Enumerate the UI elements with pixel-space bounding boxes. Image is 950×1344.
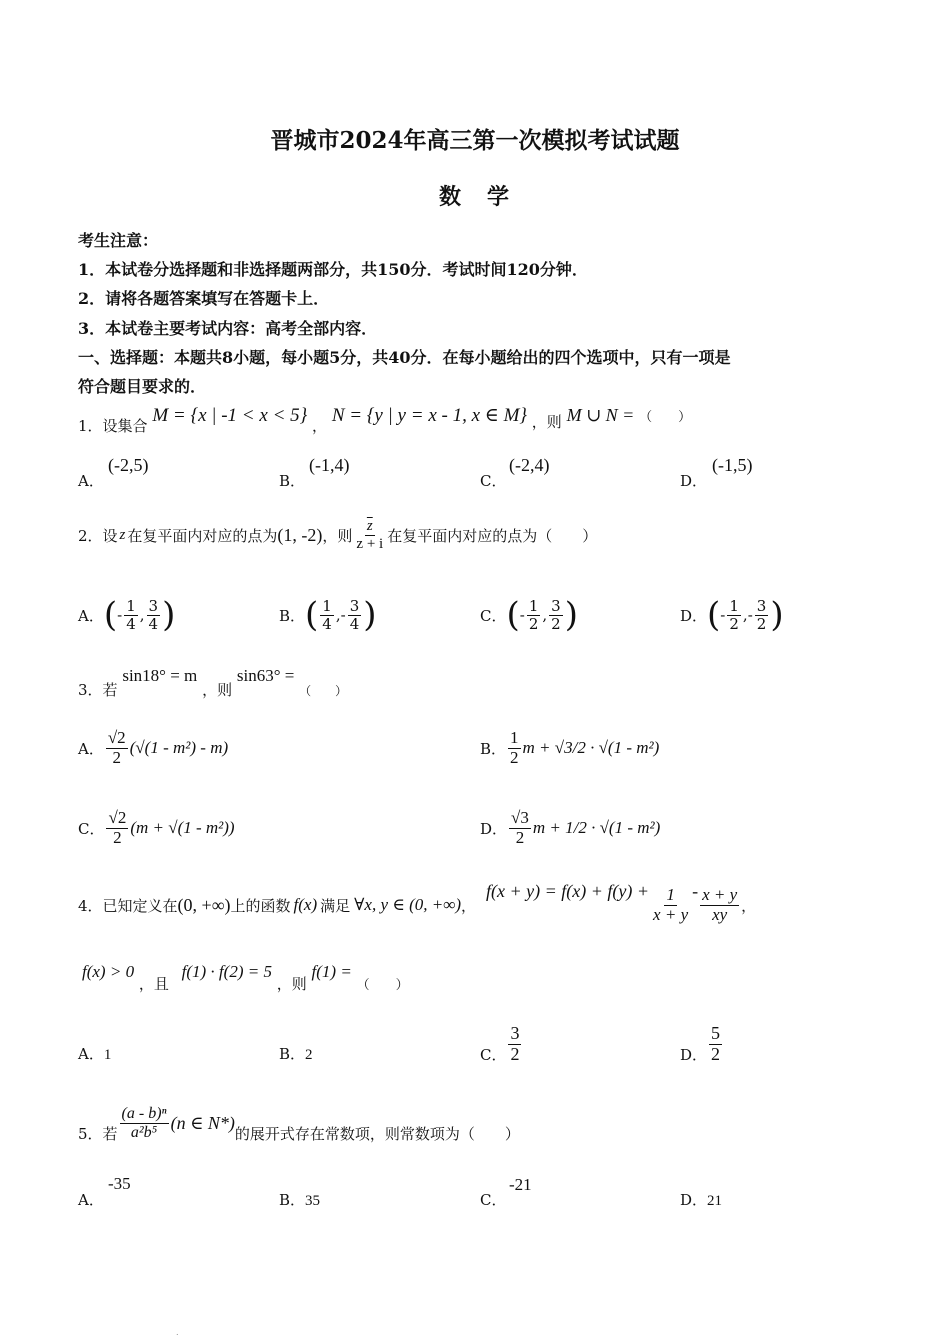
fraction	[348, 598, 362, 632]
q3-expr: sin63° =	[236, 666, 295, 685]
option-label: C．	[480, 1191, 507, 1209]
note-item-2: 2．请将各题答案填写在答题卡上．	[78, 289, 330, 308]
sign: -	[747, 606, 753, 624]
q3-option-c[interactable]	[78, 800, 235, 856]
fraction	[320, 598, 334, 632]
q2-z: z	[119, 526, 126, 543]
sign: -	[720, 606, 726, 624]
q4-domain: (0, +∞)	[177, 894, 231, 915]
q4-eq-left: f(x + y) = f(x) + f(y) +	[486, 880, 650, 901]
q2-frac-den: z + i	[356, 535, 384, 552]
option-label: C．	[480, 606, 507, 625]
fraction	[755, 598, 769, 632]
question-5	[78, 1096, 520, 1150]
q1-set-m: M = {x | -1 < x < 5}	[152, 405, 308, 426]
q1-comma: ，	[312, 417, 328, 435]
option-label: D．	[680, 1045, 708, 1064]
den: xy	[712, 904, 728, 924]
q5-option-a-value: -35	[108, 1174, 131, 1193]
q4-frac1	[651, 886, 690, 924]
q1-option-d[interactable]	[680, 470, 707, 491]
den: 2	[528, 614, 539, 633]
fraction	[508, 729, 521, 767]
q4-eq-end: ，	[741, 896, 757, 915]
q1-then: ，则	[531, 413, 562, 431]
q1-expr: M ∪ N =	[566, 405, 635, 425]
q2-option-d[interactable]	[680, 590, 784, 640]
paren-open: (	[506, 595, 520, 635]
q3-then: ，则	[202, 681, 233, 699]
den: 4	[322, 614, 332, 633]
paren-close: )	[564, 595, 578, 635]
option-label: C．	[480, 472, 507, 490]
den: 2	[756, 614, 767, 633]
question-1	[78, 404, 691, 436]
fraction	[549, 598, 563, 632]
question-2	[78, 510, 597, 560]
q4-paren: （ ）	[356, 978, 409, 993]
den: 4	[148, 614, 159, 633]
num: 1	[322, 597, 332, 615]
q4-mid: 上的函数	[230, 896, 291, 915]
option-label: A．	[78, 606, 104, 625]
fraction	[106, 809, 128, 847]
q5-option-c-value: -21	[509, 1175, 532, 1194]
fraction	[124, 598, 138, 632]
q4-line2-a: f(x) > 0	[82, 962, 135, 981]
num: 3	[551, 597, 561, 615]
fraction	[727, 598, 741, 632]
q2-frac-num: $\overline{z}$	[366, 518, 373, 534]
q4-option-b[interactable]	[279, 1043, 313, 1064]
option-body: (m + √(1 - m²))	[130, 818, 235, 837]
paren-close: )	[770, 595, 784, 635]
q2-option-c[interactable]	[480, 590, 578, 640]
option-label: B．	[480, 739, 507, 758]
comma: ,	[139, 606, 145, 624]
option-label: A．	[78, 472, 104, 490]
q1-option-a-value: (-2,5)	[108, 455, 149, 475]
option-value: 35	[305, 1193, 321, 1209]
option-label: A．	[78, 1045, 104, 1063]
q4-option-a[interactable]	[78, 1043, 111, 1064]
den: 2	[113, 827, 122, 847]
option-label: D．	[680, 472, 708, 490]
option-value: 21	[707, 1193, 723, 1209]
den: a²b⁵	[130, 1123, 158, 1141]
option-value: 1	[103, 1047, 112, 1063]
q4-prefix: 4．已知定义在	[78, 896, 178, 915]
q5-option-a[interactable]	[78, 1189, 104, 1210]
section-heading-line2: 符合题目要求的．	[78, 377, 207, 396]
q5-fraction	[120, 1105, 169, 1141]
q3-option-a[interactable]	[78, 720, 228, 776]
num: √3	[511, 807, 529, 827]
fraction	[509, 809, 531, 847]
q2-tail: 在复平面内对应的点为（ ）	[387, 526, 598, 545]
q3-option-b[interactable]	[480, 720, 659, 776]
num: 3	[349, 597, 360, 615]
q2-point: (1, -2)	[277, 524, 323, 545]
q1-paren: （ ）	[639, 410, 692, 425]
q1-set-n: N = {y | y = x - 1, x ∈ M}	[331, 405, 527, 426]
option-body: (√(1 - m²) - m)	[129, 738, 229, 757]
option-label: B．	[279, 1045, 306, 1063]
q4-frac2	[700, 886, 739, 924]
q4-f: f(x)	[293, 895, 318, 914]
paren-open: (	[707, 595, 721, 635]
q3-cond: sin18° = m	[122, 666, 198, 685]
option-label: A．	[78, 1191, 104, 1209]
q5-tail: 的展开式存在常数项，则常数项为（ ）	[234, 1124, 520, 1143]
fraction	[527, 598, 541, 632]
fraction	[147, 598, 161, 632]
q5-option-c[interactable]	[480, 1189, 506, 1210]
den: 2	[729, 614, 739, 633]
q1-option-b[interactable]	[279, 470, 305, 491]
comma: ,	[542, 606, 548, 624]
den: 2	[515, 827, 525, 847]
option-label: D．	[680, 606, 708, 625]
fraction	[508, 1024, 521, 1065]
question-4	[78, 878, 756, 932]
den: 2	[551, 614, 561, 633]
num: 1	[528, 597, 539, 615]
q1-prefix: 1．设集合	[78, 417, 148, 435]
q1-option-b-value: (-1,4)	[309, 455, 350, 475]
sign: -	[519, 606, 525, 624]
den: x + y	[653, 904, 689, 924]
den: 2	[112, 747, 122, 767]
paren-open: (	[305, 595, 319, 635]
q1-option-c[interactable]	[480, 470, 506, 491]
q5-option-d[interactable]	[680, 1189, 722, 1210]
q5-prefix: 5．若	[78, 1124, 118, 1143]
num: 1	[729, 597, 739, 615]
q2-option-a[interactable]	[78, 590, 175, 640]
q4-option-d[interactable]	[680, 1016, 724, 1072]
note-item-1: 1．本试卷分选择题和非选择题两部分，共150分．考试时间120分钟．	[78, 260, 588, 279]
option-label: D．	[480, 819, 508, 838]
fraction	[709, 1024, 722, 1065]
q3-prefix: 3．若	[78, 681, 118, 699]
num: 3	[510, 1022, 520, 1043]
q4-line2-b: ，且	[138, 975, 169, 993]
footer-mark: .	[176, 1328, 179, 1337]
option-label: D．	[680, 1191, 708, 1209]
q4-line2-e: f(1) =	[311, 962, 352, 981]
q1-option-c-value: (-2,4)	[509, 455, 550, 475]
fraction	[106, 729, 128, 767]
subject-title: 数 学	[438, 184, 511, 210]
q4-line2-d: ，则	[276, 975, 307, 993]
option-body: m + 1/2 · √(1 - m²)	[532, 818, 661, 837]
option-label: B．	[279, 606, 306, 625]
den: 4	[126, 614, 136, 633]
q4-line2-c: f(1) · f(2) = 5	[181, 962, 272, 981]
q5-option-b[interactable]	[279, 1189, 320, 1210]
q2-fraction	[354, 518, 385, 552]
question-3	[78, 666, 347, 700]
page-title: 晋城市2024年高三第一次模拟考试试题	[270, 127, 680, 154]
option-label: B．	[279, 472, 306, 490]
q4-option-c[interactable]	[480, 1016, 523, 1072]
option-body: m + √3/2 · √(1 - m²)	[522, 738, 660, 757]
num: √2	[108, 807, 127, 827]
den: 2	[711, 1043, 721, 1064]
den: 2	[510, 1043, 520, 1064]
comma: ,	[742, 606, 748, 624]
section-heading-line1: 一、选择题：本题共8小题，每小题5分，共40分．在每小题给出的四个选项中，只有一项是	[78, 348, 731, 367]
q4-forall: ∀x, y ∈ (0, +∞)	[354, 895, 462, 914]
option-value: 2	[305, 1047, 313, 1063]
sign: -	[117, 606, 123, 624]
q1-option-d-value: (-1,5)	[712, 455, 753, 475]
q3-paren: （ ）	[299, 684, 348, 698]
option-label: C．	[480, 1045, 507, 1064]
num: 3	[756, 597, 767, 615]
option-label: B．	[279, 1191, 306, 1209]
q4-sat: 满足	[320, 896, 351, 915]
q2-mid: 在复平面内对应的点为	[127, 526, 278, 545]
den: 4	[349, 614, 360, 633]
option-label: A．	[78, 739, 104, 758]
q4-comma: ，	[461, 896, 477, 915]
question-4-line2	[82, 962, 409, 994]
num: 1	[666, 884, 675, 904]
q2-prefix: 2．设	[78, 526, 118, 545]
q1-option-a[interactable]	[78, 470, 104, 491]
q3-option-d[interactable]	[480, 800, 660, 856]
den: 2	[510, 747, 519, 767]
paren-open: (	[103, 595, 118, 635]
q5-cond: (n ∈ N*)	[170, 1112, 235, 1133]
num: √2	[107, 727, 126, 747]
num: 1	[126, 597, 136, 615]
num: 5	[711, 1022, 721, 1043]
num: 3	[148, 597, 159, 615]
q4-minus: -	[692, 880, 699, 901]
q2-then: ，则	[322, 526, 353, 545]
notes-heading: 考生注意：	[78, 231, 159, 250]
q2-option-b[interactable]	[279, 590, 377, 640]
num: x + y	[702, 884, 738, 904]
comma: ,	[335, 606, 341, 624]
num: 1	[510, 727, 519, 747]
note-item-3: 3．本试卷主要考试内容：高考全部内容．	[78, 319, 378, 338]
num: (a - b)ⁿ	[121, 1104, 167, 1122]
paren-close: )	[363, 595, 377, 635]
option-label: C．	[78, 819, 105, 838]
sign: -	[340, 606, 346, 624]
paren-close: )	[162, 595, 176, 635]
